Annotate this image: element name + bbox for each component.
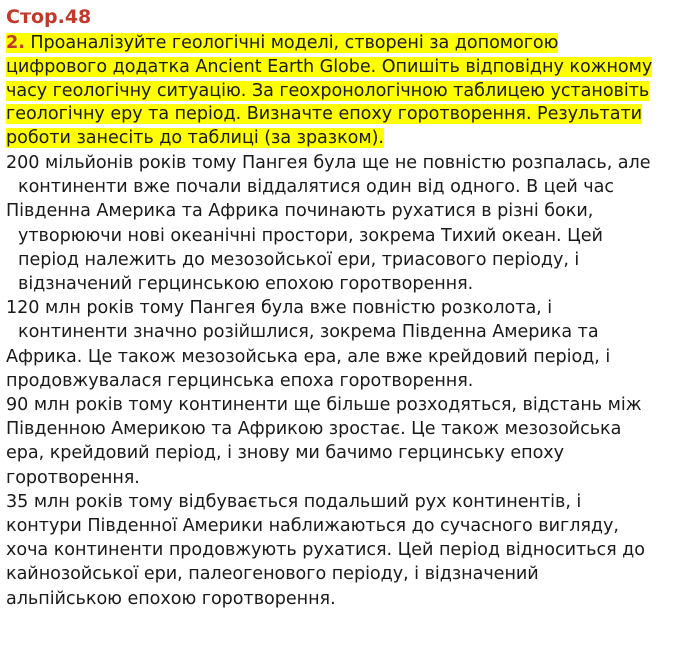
task-number: 2. [6,33,25,53]
answer-paragraph-120mya: 120 млн років тому Пангея була вже повністю розколота, і континенти значно розійшлися, зокрема Південна Америка та Африка. Це також мезозойська ера, але вже крейдовий період, і продовжувалася герцинська епоха горотворення. [6,298,611,391]
task-line: геологічну еру та період. Визначте епоху горотворення. Результати [6,104,643,125]
page-label: Стор.48 [6,6,92,28]
answer-paragraph-200mya: 200 мільйонів років тому Пангея була ще не повністю розпалась, але континенти вже почали віддалятися один від одного. В цей час Південна Америка та Африка починають рухатися в різні боки, утворюючи нові океанічні простори, зокрема Тихий океан. Цей період належить до мезозойської ери, триасового періоду, і відзначений герцинською епохою горотворення. [6,152,651,294]
answer-paragraph-90mya: 90 млн років тому континенти ще більше розходяться, відстань між Південною Америкою та Африкою зростає. Це також мезозойська ера, крейдовий період, і знову ми бачимо герцинську епоху горотворення. [6,395,642,488]
document-page [6,0,692,611]
task-line: часу геологічну ситуацію. За геохронологічною таблицею установіть [6,80,650,101]
task-line: цифрового додатка Ancient Earth Globe. Опишіть відповідну кожному [6,56,653,77]
task-line: 2. Проаналізуйте геологічні моделі, створені за допомогою [6,33,559,53]
task-statement [6,32,692,151]
task-line: роботи занесіть до таблиці (за зразком). [6,128,384,149]
answer-paragraph-35mya: 35 млн років тому відбувається подальший рух континентів, і контури Південної Америки наближаються до сучасного вигляду, хоча континенти продовжують рухатися. Цей період відноситься до кайнозойської ери, палеогенового періоду, і відзначений альпійською епохою горотворення. [6,491,645,609]
